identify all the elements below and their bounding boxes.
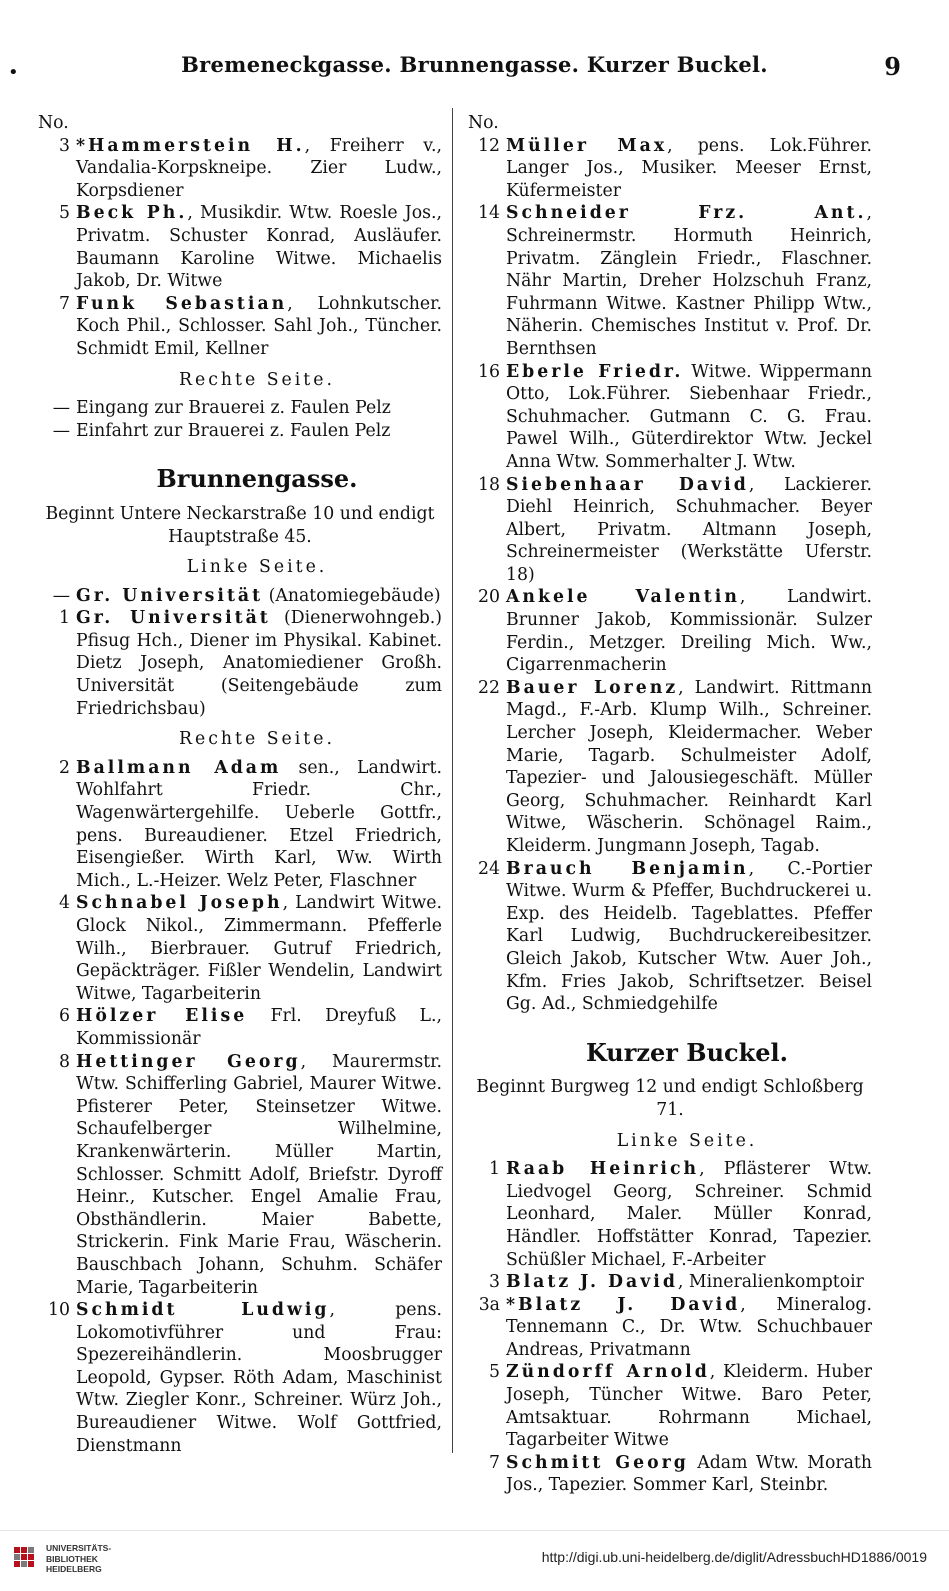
house-number: — xyxy=(52,585,70,606)
house-number: 3 xyxy=(489,1272,500,1293)
resident-name: Brauch Benjamin xyxy=(506,858,749,879)
entry-text xyxy=(506,361,872,474)
directory-entry xyxy=(462,202,872,360)
house-number: 3a xyxy=(478,1294,500,1315)
page-number: 9 xyxy=(884,52,901,81)
logo-text-line: UNIVERSITÄTS- xyxy=(46,1543,112,1553)
directory-entry xyxy=(462,858,872,1016)
resident-name: Blatz J. David xyxy=(506,1272,678,1293)
directory-entry xyxy=(32,293,442,361)
entry-text xyxy=(506,1158,872,1271)
resident-name: Gr. Universität xyxy=(76,608,271,629)
resident-details: , pens. Lok.Führer. Langer Jos., Musiker. Meeser Ernst, Küfermeister xyxy=(506,135,873,201)
directory-entry xyxy=(32,135,442,203)
entry-text xyxy=(506,1271,872,1294)
house-number: 5 xyxy=(59,203,70,224)
directory-entry xyxy=(462,1271,872,1294)
resident-details: , Mineralog. Tennemann C., Dr. Wtw. Schuchbauer Andreas, Privatmann xyxy=(506,1294,872,1360)
number-column-label: No. xyxy=(38,113,69,133)
house-number: 6 xyxy=(59,1006,70,1027)
resident-details: , Lohnkutscher. Koch Phil., Schlosser. Sahl Joh., Tüncher. Schmidt Emil, Kellner xyxy=(76,293,442,359)
directory-entry xyxy=(462,361,872,474)
resident-name: Siebenhaar David xyxy=(506,474,749,495)
directory-entry xyxy=(32,1051,442,1300)
resident-name: Schneider Frz. Ant. xyxy=(506,203,867,224)
entry-text xyxy=(76,293,442,361)
house-number: 7 xyxy=(59,293,70,314)
entries-brunnengasse-right xyxy=(32,757,442,1457)
resident-name: Beck Ph. xyxy=(76,203,188,224)
resident-details: , Lackierer. Diehl Heinrich, Schuhmacher. Beyer Albert, Privatm. Altmann Joseph, Schreinermeister (Werkstätte Uferstr. 18) xyxy=(506,474,872,585)
resident-details: , Freiherr v., Vandalia-Korpskneipe. Zier Ludw., Korpsdiener xyxy=(76,135,443,201)
resident-details: sen., Landwirt. Wohlfahrt Friedr. Chr., Wagenwärtergehilfe. Ueberle Gottfr., pens. Bureaudiener. Etzel Friedrich, Eisengießer. Wirth Karl, Ww. Wirth Mich., L.-Heizer. Welz Peter, Flaschner xyxy=(76,757,442,891)
house-number: 10 xyxy=(48,1300,70,1321)
street-title-brunnengasse: Brunnengasse. xyxy=(156,464,358,494)
entry-text xyxy=(76,397,442,420)
resident-name: Hettinger Georg xyxy=(76,1051,301,1072)
house-number: 16 xyxy=(478,361,500,382)
entries-kurzer-buckel-left xyxy=(462,1158,872,1497)
resident-name: Eberle Friedr. xyxy=(506,361,684,382)
entry-text xyxy=(76,1005,442,1050)
house-number: 1 xyxy=(59,608,70,629)
permalink-url[interactable]: http://digi.ub.uni-heidelberg.de/diglit/AdressbuchHD1886/0019 xyxy=(541,1549,927,1565)
directory-entry xyxy=(462,1361,872,1451)
resident-details: , pens. Lokomotivführer und Frau: Spezereihändlerin. Moosbrugger Leopold, Gypser. Röth Adam, Maschinist Wtw. Ziegler Konr., Schreiner. Würz Joh., Bureaudiener Witwe. Wolf Gottfried, Dienstmann xyxy=(76,1300,442,1456)
directory-entry xyxy=(462,586,872,676)
resident-name: *Blatz J. David xyxy=(506,1294,741,1315)
page-footer xyxy=(0,1530,949,1591)
entry-text xyxy=(506,135,872,203)
house-number: 24 xyxy=(478,858,500,879)
margin-mark: • xyxy=(8,62,19,83)
entry-text xyxy=(76,607,442,720)
entry-text xyxy=(506,1361,872,1451)
section-heading-left-side: Linke Seite. xyxy=(186,557,328,578)
directory-entry xyxy=(462,135,872,203)
page-header xyxy=(40,52,909,86)
entry-text xyxy=(506,586,872,676)
resident-details: Adam Wtw. Morath Jos., Tapezier. Sommer Karl, Steinbr. xyxy=(506,1452,873,1496)
directory-entry xyxy=(32,757,442,893)
resident-details: , C.-Portier Witwe. Wurm & Pfeffer, Buchdruckerei u. Exp. des Heidelb. Tageblattes. Pfeffer Karl Ludwig, Buchdruckereibesitzer. Gleich Jakob, Kutscher Wtw. Auer Joh., Kfm. Fries Jakob, Schriftsetzer. Beisel Gg. Ad., Schmiedgehilfe xyxy=(506,858,872,1015)
section-heading-right-side: Rechte Seite. xyxy=(179,369,335,390)
library-logo-text xyxy=(46,1543,111,1575)
resident-details: , Landwirt. Brunner Jakob, Kommissionär. Sulzer Ferdin., Metzger. Dreiling Mich. Ww., Cigarrenmacherin xyxy=(506,587,872,676)
directory-entry xyxy=(32,1005,442,1050)
entries-brunnengasse-left xyxy=(32,585,442,721)
resident-details: , Musikdir. Wtw. Roesle Jos., Privatm. Schuster Konrad, Ausläufer. Baumann Karoline Witwe. Michaelis Jakob, Dr. Witwe xyxy=(76,203,442,292)
resident-name: Schmidt Ludwig xyxy=(76,1300,330,1321)
directory-entry xyxy=(462,1158,872,1271)
house-number: 12 xyxy=(478,135,500,156)
directory-entry xyxy=(462,1294,872,1362)
street-description: Beginnt Burgweg 12 und endigt Schloßberg 71. xyxy=(476,1077,864,1120)
resident-name: Hölzer Elise xyxy=(76,1006,248,1027)
resident-name: Schnabel Joseph xyxy=(76,893,283,914)
resident-name: Funk Sebastian xyxy=(76,293,288,314)
entry-text xyxy=(506,202,872,360)
resident-details: , Maurermstr. Wtw. Schifferling Gabriel, Maurer Witwe. Pfisterer Peter, Steinsetzer Witwe. Schaufelberger Wilhelmine, Krankenwärterin. Müller Martin, Schlosser. Schmitt Adolf, Briefstr. Dyroff Heinr., Kutscher. Engel Amalie Frau, Obsthändlerin. Maier Babette, Strickerin. Fink Marie Frau, Wäscherin. Bauschbach Johann, Schuhm. Schäfer Marie, Tagarbeiterin xyxy=(76,1051,442,1298)
resident-details: Witwe. Wippermann Otto, Lok.Führer. Siebenhaar Friedr., Schuhmacher. Gutmann C. G. Frau. Pawel Wilh., Güterdirektor Wtw. Jeckel Anna Wtw. Sommerhalter J. Wtw. xyxy=(506,361,872,472)
library-logo[interactable] xyxy=(14,1543,114,1577)
column-divider xyxy=(452,108,453,1453)
resident-details: (Dienerwohngeb.) Pfisug Hch., Diener im Physikal. Kabinet. Dietz Joseph, Anatomiediener Großh. Universität (Seitengebäude zum Friedrichsbau) xyxy=(76,608,442,719)
directory-entry xyxy=(32,397,442,420)
logo-text-line: BIBLIOTHEK xyxy=(46,1553,98,1564)
entries-bremeneckgasse-right xyxy=(32,397,442,442)
resident-name: Müller Max xyxy=(506,135,668,156)
resident-details: (Anatomiegebäude) xyxy=(263,585,441,606)
resident-details: Frl. Dreyfuß L., Kommissionär xyxy=(76,1006,443,1049)
house-number: 8 xyxy=(59,1051,70,1072)
running-title: Bremeneckgasse. Brunnengasse. Kurzer Buckel. xyxy=(181,52,768,77)
resident-details: , Pflästerer Wtw. Liedvogel Georg, Schreiner. Schmid Leonhard, Maler. Müller Konrad, Händler. Hoffstätter Konrad, Tapezier. Schüßler Michael, F.-Arbeiter xyxy=(506,1159,872,1270)
number-column-label: No. xyxy=(468,113,499,133)
house-number: 2 xyxy=(59,757,70,778)
resident-details: , Schreinermstr. Hormuth Heinrich, Privatm. Zänglein Friedr., Flaschner. Nähr Martin, Dreher Holzschuh Franz, Fuhrmann Witwe. Kastner Philipp Wtw., Näherin. Chemisches Institut v. Prof. Dr. Bernthsen xyxy=(506,203,872,359)
resident-details: , Mineralienkomptoir xyxy=(677,1272,864,1293)
resident-details: Einfahrt zur Brauerei z. Faulen Pelz xyxy=(76,420,391,441)
resident-details: Eingang zur Brauerei z. Faulen Pelz xyxy=(76,398,391,419)
resident-name: Raab Heinrich xyxy=(506,1159,700,1180)
house-number: 5 xyxy=(489,1362,500,1383)
directory-entry xyxy=(32,892,442,1005)
directory-entry xyxy=(32,585,442,608)
resident-details: , Kleiderm. Huber Joseph, Tüncher Witwe. Baro Peter, Amtsaktuar. Rohrmann Michael, Tagarbeiter Witwe xyxy=(506,1362,872,1451)
library-logo-icon xyxy=(14,1547,34,1567)
house-number: 20 xyxy=(478,587,500,608)
directory-entry xyxy=(462,677,872,858)
directory-entry xyxy=(32,607,442,720)
house-number: 4 xyxy=(59,893,70,914)
entries-brunnengasse-right-cont xyxy=(462,135,872,1016)
entry-text xyxy=(506,474,872,587)
directory-entry xyxy=(462,474,872,587)
house-number: 3 xyxy=(59,135,70,156)
entry-text xyxy=(76,892,442,1005)
entry-text xyxy=(76,1299,442,1457)
resident-name: Ankele Valentin xyxy=(506,587,740,608)
logo-text-line: HEIDELBERG xyxy=(46,1564,102,1574)
house-number: 18 xyxy=(478,474,500,495)
directory-entry xyxy=(32,202,442,292)
resident-name: Zündorff Arnold xyxy=(506,1362,710,1383)
entries-bremeneckgasse xyxy=(32,135,442,361)
entry-text xyxy=(76,135,442,203)
resident-name: Ballmann Adam xyxy=(76,757,282,778)
house-number: — xyxy=(52,398,70,419)
house-number: — xyxy=(52,420,70,441)
section-heading-left-side: Linke Seite. xyxy=(616,1130,758,1151)
street-title-kurzer-buckel: Kurzer Buckel. xyxy=(585,1037,789,1067)
house-number: 22 xyxy=(478,677,500,698)
resident-name: Gr. Universität xyxy=(76,585,264,606)
resident-details: , Landwirt. Rittmann Magd., F.-Arb. Klump Wilh., Schreiner. Lercher Joseph, Kleidermacher. Weber Marie, Tagarb. Schulmeister Adolf, Tapezier- und Jalousiegeschäft. Müller Georg, Schuhmacher. Reinhardt Karl Witwe, Wäscherin. Schönagel Raim., Kleiderm. Jungmann Joseph, Tagab. xyxy=(506,677,872,856)
entry-text xyxy=(76,757,442,893)
directory-entry xyxy=(32,1299,442,1457)
resident-details: , Landwirt Witwe. Glock Nikol., Zimmermann. Pfefferle Wilh., Bierbrauer. Gutruf Friedrich, Gepäckträger. Fißler Wendelin, Landwirt Witwe, Tagarbeiterin xyxy=(76,893,442,1004)
house-number: 7 xyxy=(489,1452,500,1473)
entry-text xyxy=(76,585,442,608)
entry-text xyxy=(76,202,442,292)
house-number: 14 xyxy=(478,203,500,224)
resident-name: Schmitt Georg xyxy=(506,1452,689,1473)
entry-text xyxy=(506,1294,872,1362)
left-column xyxy=(32,112,442,1457)
entry-text xyxy=(506,858,872,1016)
directory-entry xyxy=(32,420,442,443)
entry-text xyxy=(76,420,442,443)
house-number: 1 xyxy=(489,1159,500,1180)
resident-name: *Hammerstein H. xyxy=(76,135,305,156)
entry-text xyxy=(506,1452,872,1497)
right-column xyxy=(462,112,872,1497)
entry-text xyxy=(506,677,872,858)
street-description: Beginnt Untere Neckarstraße 10 und endigt Hauptstraße 45. xyxy=(45,503,435,547)
resident-name: Bauer Lorenz xyxy=(506,677,679,698)
directory-entry xyxy=(462,1452,872,1497)
section-heading-right-side: Rechte Seite. xyxy=(179,729,335,750)
entry-text xyxy=(76,1051,442,1300)
